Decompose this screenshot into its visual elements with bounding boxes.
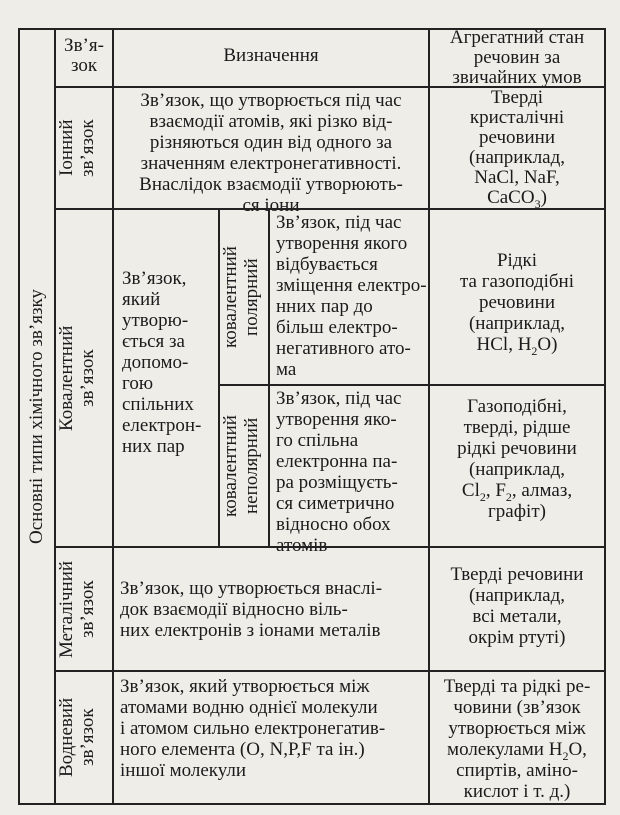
nonpolar-state: Газоподібні, тверді, рідше рідкі речовини (наприклад, $Cl_2$, $F_2$, алмаз, графіт) xyxy=(457,396,577,522)
nonpolar-subtype: ковалентний неполярний xyxy=(220,415,262,517)
covalent-type: Ковалентний зв’язок xyxy=(56,325,98,431)
metallic-type: Металічний зв’язок xyxy=(56,560,98,658)
ionic-state: Тверді кристалічні речовини (наприклад, NaCl, NaF, CaCO$_3$) xyxy=(468,87,566,211)
covalent-definition: Зв’язок, який утворю- ється за допомо- гою спільних електрон- них пар xyxy=(122,268,202,457)
polar-state: Рідкі та газоподібні речовини (наприклад, HCl, $H_2O$) xyxy=(459,250,575,358)
metallic-definition: Зв’язок, що утворюється внаслі- док взаємодії відносно віль- них електронів з іонами металів xyxy=(120,578,383,641)
ionic-definition: Зв’язок, що утворюється під час взаємодії атомів, які різко від- різняються один від одного за значенням електронегативності. Внаслідок взаємодії утворюють- ся іони xyxy=(139,90,403,216)
polar-subtype: ковалентний полярний xyxy=(220,246,262,348)
hydrogen-definition: Зв’язок, який утворюється між атомами водню однієї молекули і атомом сильно електронегатив- ного елемента (O, N,P,F та ін.) іншої молекули xyxy=(120,676,386,781)
header-definition: Визначення xyxy=(223,45,319,66)
header-type: Зв’я- зок xyxy=(64,35,104,76)
hydrogen-type: Водневий зв’язок xyxy=(56,697,98,778)
header-state: Агрегатний стан речовин за звичайних умов xyxy=(449,27,585,88)
polar-definition: Зв’язок, під час утворення якого відбувається зміщення електро- нних пар до більш електро- негативного ато- ма xyxy=(276,212,427,380)
ionic-type: Іонний зв’язок xyxy=(56,119,98,177)
metallic-state: Тверді речовини (наприклад, всі метали, окрім ртуті) xyxy=(450,564,584,648)
side-title: Основні типи хімічного зв’язку xyxy=(26,289,47,544)
hydrogen-state: Тверді та рідкі ре- човини (зв’язок утворюється між молекулами $H_2O$, спиртів, аміно- кислот і т. д.) xyxy=(443,676,591,802)
nonpolar-definition: Зв’язок, під час утворення яко- го спільна електронна па- ра розміщуєть- ся симетрично відносно обох атомів xyxy=(276,388,402,556)
